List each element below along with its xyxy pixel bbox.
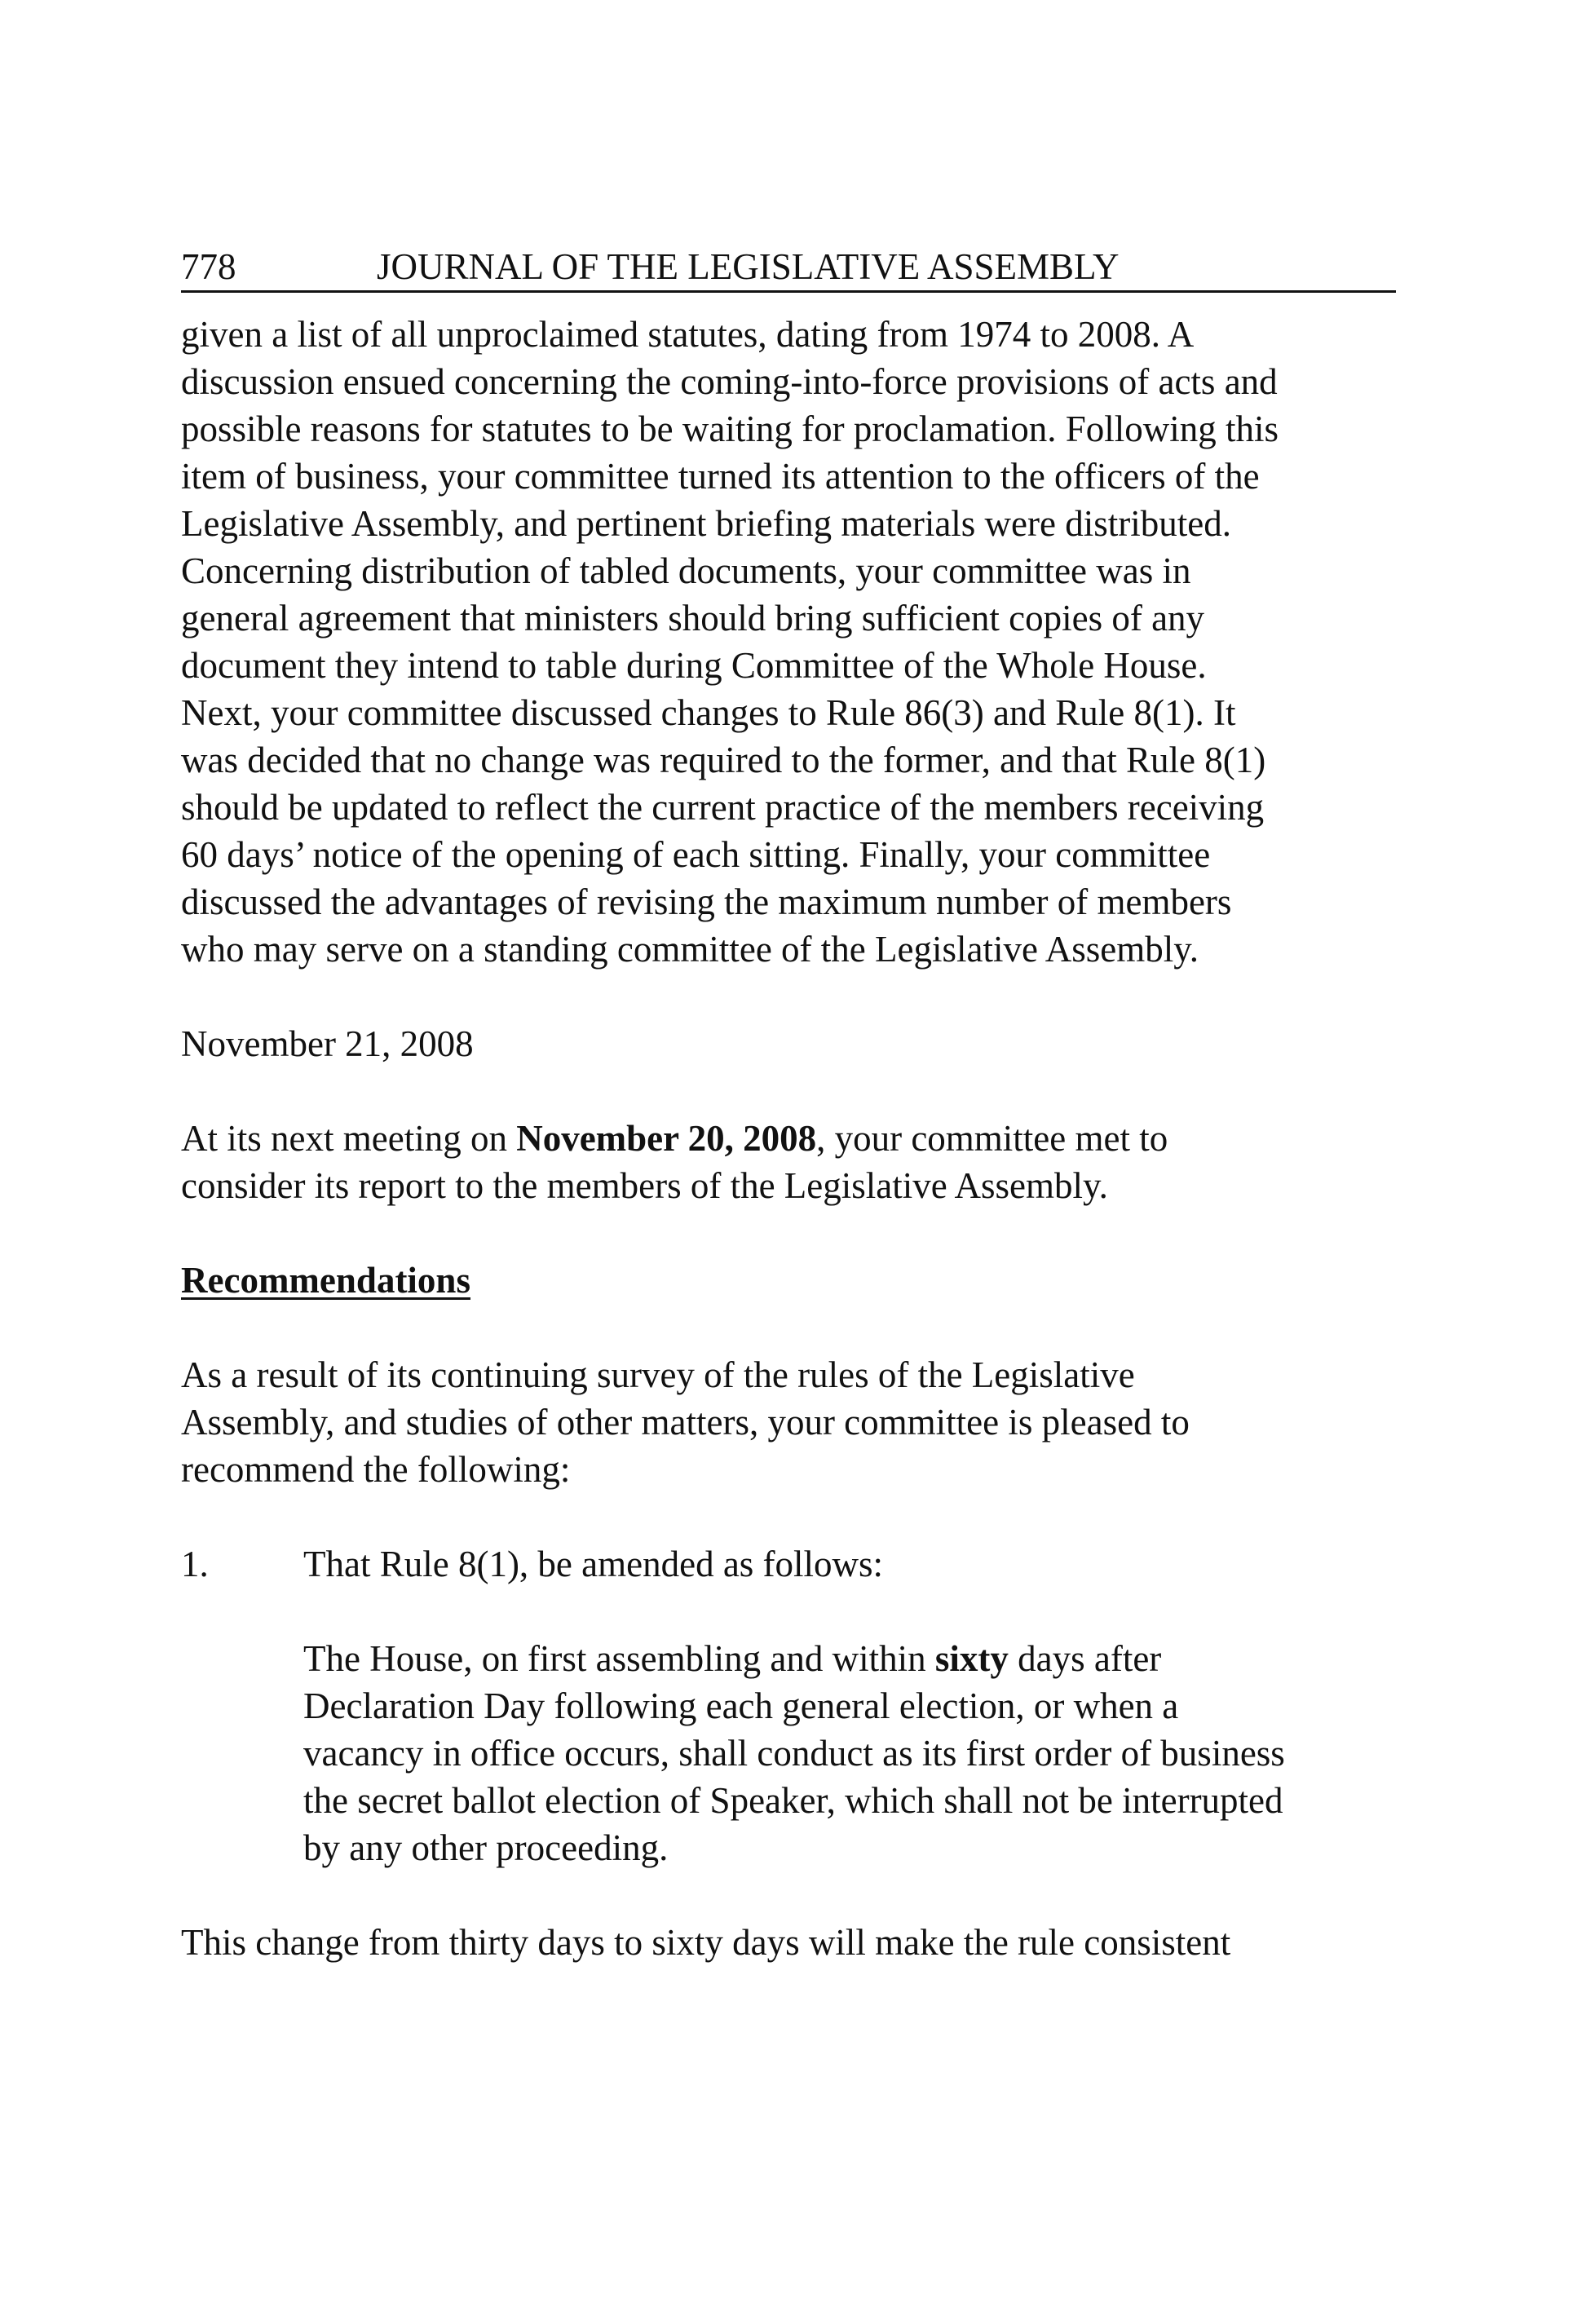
running-header <box>181 243 1396 293</box>
document-page <box>181 243 1396 1966</box>
journal-title: JOURNAL OF THE LEGISLATIVE ASSEMBLY <box>377 246 1120 287</box>
meeting-line <box>181 1115 1396 1162</box>
meeting-suffix: , your committee met to <box>816 1118 1168 1159</box>
rule-line: vacancy in office occurs, shall conduct as its first order of business <box>303 1733 1285 1774</box>
paragraph-line: Next, your committee discussed changes to Rule 86(3) and Rule 8(1). It <box>181 692 1236 733</box>
paragraph-line: who may serve on a standing committee of the Legislative Assembly. <box>181 929 1199 970</box>
rule-emphasis: sixty <box>934 1638 1009 1679</box>
meeting-date: November 20, 2008 <box>516 1118 817 1159</box>
intro-line: recommend the following: <box>181 1449 571 1490</box>
paragraph-intro <box>181 1351 1396 1493</box>
intro-line: Assembly, and studies of other matters, your committee is pleased to <box>181 1402 1190 1443</box>
meeting-prefix: At its next meeting on <box>181 1118 517 1159</box>
date-line: November 21, 2008 <box>181 1023 474 1064</box>
paragraph-next-meeting <box>181 1115 1396 1209</box>
paragraph-line: item of business, your committee turned its attention to the officers of the <box>181 456 1260 497</box>
recommendations-heading: Recommendations <box>181 1260 470 1301</box>
paragraph-line: Concerning distribution of tabled documents, your committee was in <box>181 550 1191 591</box>
rule-amendment-text <box>303 1635 1396 1871</box>
paragraph-line: Legislative Assembly, and pertinent briefing materials were distributed. <box>181 503 1231 544</box>
paragraph-line: general agreement that ministers should bring sufficient copies of any <box>181 598 1205 638</box>
rule-line: the secret ballot election of Speaker, which shall not be interrupted <box>303 1780 1283 1821</box>
item-number: 1. <box>181 1544 209 1584</box>
paragraph-unproclaimed-statutes <box>181 311 1396 973</box>
intro-line: As a result of its continuing survey of the rules of the Legislative <box>181 1354 1135 1395</box>
rule-line: by any other proceeding. <box>303 1827 669 1868</box>
closing-line: This change from thirty days to sixty days will make the rule consistent <box>181 1922 1231 1963</box>
meeting-line: consider its report to the members of the Legislative Assembly. <box>181 1165 1108 1206</box>
rule-prefix: The House, on first assembling and within <box>303 1638 935 1679</box>
paragraph-line: discussed the advantages of revising the maximum number of members <box>181 881 1232 922</box>
recommendation-item-1 <box>181 1540 1396 1588</box>
paragraph-line: discussion ensued concerning the coming-into-force provisions of acts and <box>181 361 1278 402</box>
page-number: 778 <box>181 246 236 287</box>
paragraph-line: possible reasons for statutes to be waiting for proclamation. Following this <box>181 409 1279 449</box>
paragraph-line: given a list of all unproclaimed statutes, dating from 1974 to 2008. A <box>181 314 1195 355</box>
paragraph-line: 60 days’ notice of the opening of each sitting. Finally, your committee <box>181 834 1211 875</box>
paragraph-line: should be updated to reflect the current practice of the members receiving <box>181 787 1265 828</box>
rule-suffix: days after <box>1008 1638 1162 1679</box>
paragraph-line: document they intend to table during Committee of the Whole House. <box>181 645 1207 686</box>
item-text: That Rule 8(1), be amended as follows: <box>303 1544 884 1584</box>
rule-line: Declaration Day following each general election, or when a <box>303 1686 1179 1726</box>
paragraph-line: was decided that no change was required to the former, and that Rule 8(1) <box>181 740 1266 780</box>
rule-line <box>303 1635 1396 1682</box>
